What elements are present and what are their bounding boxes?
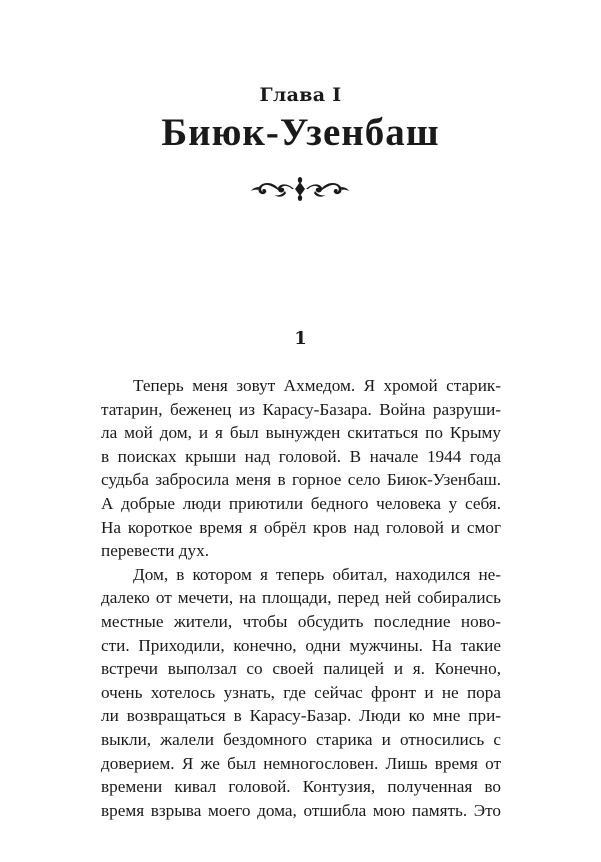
floral-ornament-icon <box>250 175 350 203</box>
text-line: местные жители, чтобы обсудить последние ново- <box>101 611 501 631</box>
text-line: сти. Приходили, конечно, одни мужчины. На такие <box>101 635 501 655</box>
chapter-title: Биюк-Узенбаш <box>161 111 440 154</box>
chapter-label: Глава I <box>259 84 342 106</box>
text-line: выкли, жалели бездомного старика и относились с <box>101 729 501 749</box>
text-line: татарин, беженец из Карасу-Базара. Война разруши- <box>101 399 501 419</box>
text-line: Теперь меня зовут Ахмедом. Я хромой старик- <box>133 376 501 395</box>
text-line: ла мой дом, и я был вынужден скитаться по Крыму <box>101 423 501 443</box>
text-line: ли возвращаться в Карасу-Базар. Люди ко мне при- <box>101 706 501 726</box>
text-line: доверием. Я же был немногословен. Лишь время от <box>101 753 501 773</box>
text-line: очень хотелось узнать, где сейчас фронт и не пора <box>101 682 501 702</box>
text-line: время взрыва моего дома, отшибла мою память. Это <box>101 800 501 820</box>
text-line: встречи выползал со своей палицей и я. Конечно, <box>101 659 501 679</box>
section-number: 1 <box>294 328 307 349</box>
text-line: Дом, в котором я теперь обитал, находился не- <box>133 564 501 584</box>
text-line: в поисках крыши над головой. В начале 1944 года <box>101 446 501 466</box>
text-line: далеко от мечети, на площади, перед ней собирались <box>101 588 501 608</box>
text-line: времени кивал головой. Контузия, полученная во <box>101 777 501 797</box>
text-line: На короткое время я обрёл кров над головой и смог <box>101 517 501 537</box>
chapter-body-text <box>101 374 501 822</box>
text-line: перевести дух. <box>101 541 209 561</box>
text-line: А добрые люди приютили бедного человека у себя. <box>101 493 501 513</box>
text-line: судьба забросила меня в горное село Биюк-Узенбаш. <box>101 470 501 490</box>
